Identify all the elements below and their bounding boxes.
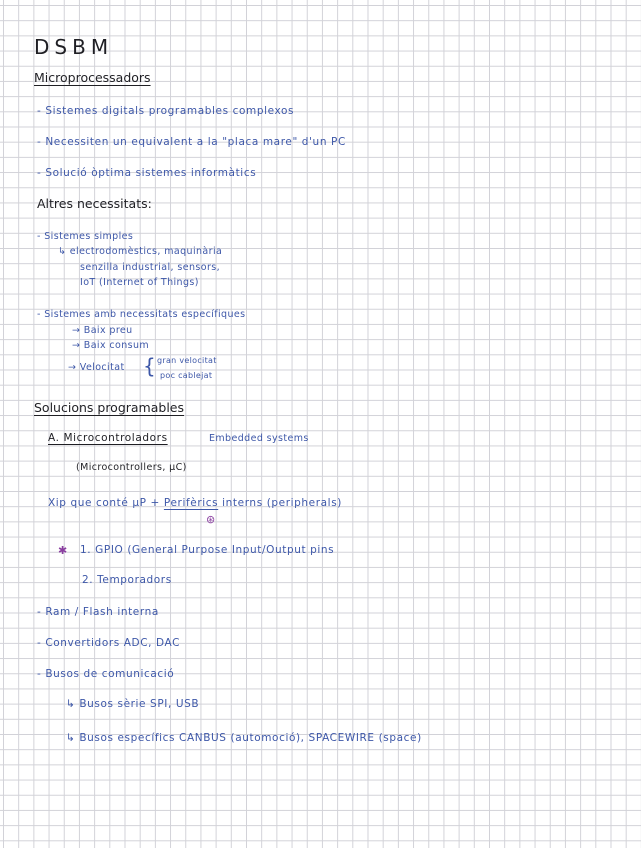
note-line: - Necessiten un equivalent a la "placa mare" d'un PC bbox=[37, 136, 346, 148]
note-line: ↳ Busos específics CANBUS (automoció), SPACEWIRE (space) bbox=[66, 732, 422, 744]
note-line: senzilla industrial, sensors, bbox=[80, 262, 221, 273]
brace-icon: { bbox=[143, 354, 156, 378]
note-line: - Solució òptima sistemes informàtics bbox=[37, 167, 257, 179]
note-line: - Sistemes digitals programables complexos bbox=[37, 105, 295, 117]
note-line: - Convertidors ADC, DAC bbox=[37, 637, 181, 649]
note-chip-line bbox=[48, 498, 342, 509]
note-line: 1. GPIO (General Purpose Input/Output pins bbox=[80, 544, 335, 556]
heading-microprocessors: Microprocessadors bbox=[34, 70, 151, 85]
heading-microcontrollers: A. Microcontroladors bbox=[48, 432, 168, 444]
star-circle-icon: ⊛ bbox=[206, 513, 216, 526]
note-line: ↳ Busos sèrie SPI, USB bbox=[66, 698, 200, 710]
note-line: IoT (Internet of Things) bbox=[80, 277, 199, 288]
note-line: - Busos de comunicació bbox=[37, 668, 175, 680]
page-title: DSBM bbox=[34, 35, 114, 59]
chip-prefix: Xip que conté μP + bbox=[48, 497, 160, 509]
note-line: → Baix consum bbox=[72, 340, 150, 351]
note-line: - Sistemes simples bbox=[37, 231, 134, 242]
heading-solutions: Solucions programables bbox=[34, 400, 185, 415]
chip-suffix: interns (peripherals) bbox=[222, 497, 342, 509]
asterisk-icon: ✱ bbox=[58, 544, 68, 557]
note-line: ↳ electrodomèstics, maquinària bbox=[58, 246, 223, 257]
note-line: → Velocitat bbox=[68, 362, 125, 373]
chip-peripherals: Perifèrics bbox=[163, 497, 219, 509]
note-line: gran velocitat bbox=[157, 356, 217, 365]
note-line: - Sistemes amb necessitats específiques bbox=[37, 309, 246, 320]
note-line: → Baix preu bbox=[72, 325, 133, 336]
note-aside: Embedded systems bbox=[209, 433, 309, 444]
heading-other-needs: Altres necessitats: bbox=[37, 196, 152, 211]
note-line: - Ram / Flash interna bbox=[37, 606, 159, 618]
note-line: (Microcontrollers, μC) bbox=[76, 462, 187, 473]
note-line: poc cablejat bbox=[160, 371, 213, 380]
note-line: 2. Temporadors bbox=[82, 574, 172, 586]
